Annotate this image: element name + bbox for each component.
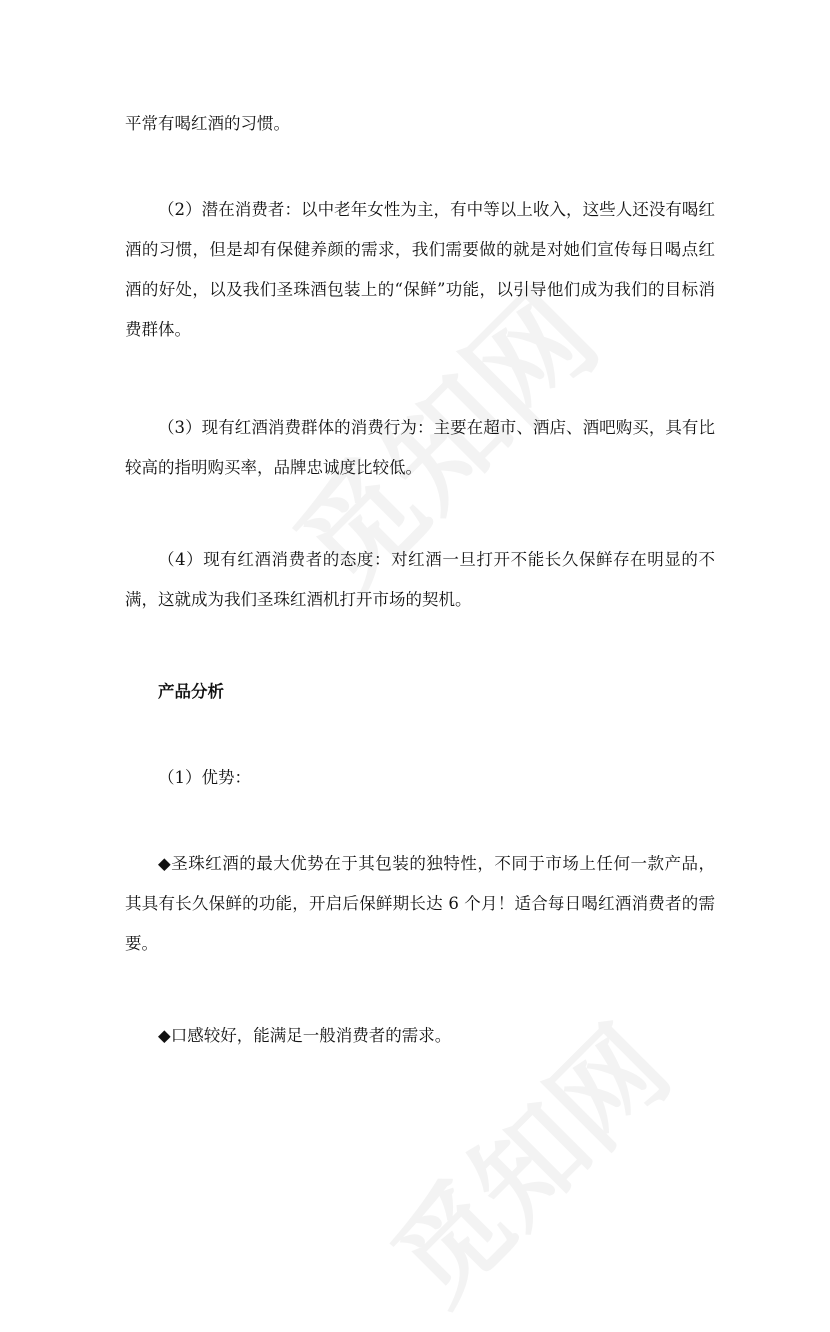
paragraph-advantage-taste: ◆口感较好，能满足一般消费者的需求。 <box>158 1026 452 1045</box>
paragraph-advantages-title: （1）优势： <box>158 768 251 787</box>
paragraph-advantage-packaging: ◆圣珠红酒的最大优势在于其包装的独特性，不同于市场上任何一款产品，其具有长久保鲜的功能，开启后保鲜期长达 6 个月！适合每日喝红酒消费者的需要。 <box>125 854 715 953</box>
paragraph-consumer-behavior: （3）现有红酒消费群体的消费行为：主要在超市、酒店、酒吧购买，具有比较高的指明购买率，品牌忠诚度比较低。 <box>125 418 715 477</box>
section-heading-product-analysis: 产品分析 <box>158 682 224 701</box>
paragraph-consumer-attitude: （4）现有红酒消费者的态度：对红酒一旦打开不能长久保鲜存在明显的不满，这就成为我们圣珠红酒机打开市场的契机。 <box>125 550 715 609</box>
paragraph-potential-consumers: （2）潜在消费者：以中老年女性为主，有中等以上收入，这些人还没有喝红酒的习惯，但是却有保健养颜的需求，我们需要做的就是对她们宣传每日喝点红酒的好处，以及我们圣珠酒包装上的“保鲜”功能，以引导他们成为我们的目标消费群体。 <box>125 200 715 339</box>
paragraph-continuation: 平常有喝红酒的习惯。 <box>125 114 290 133</box>
